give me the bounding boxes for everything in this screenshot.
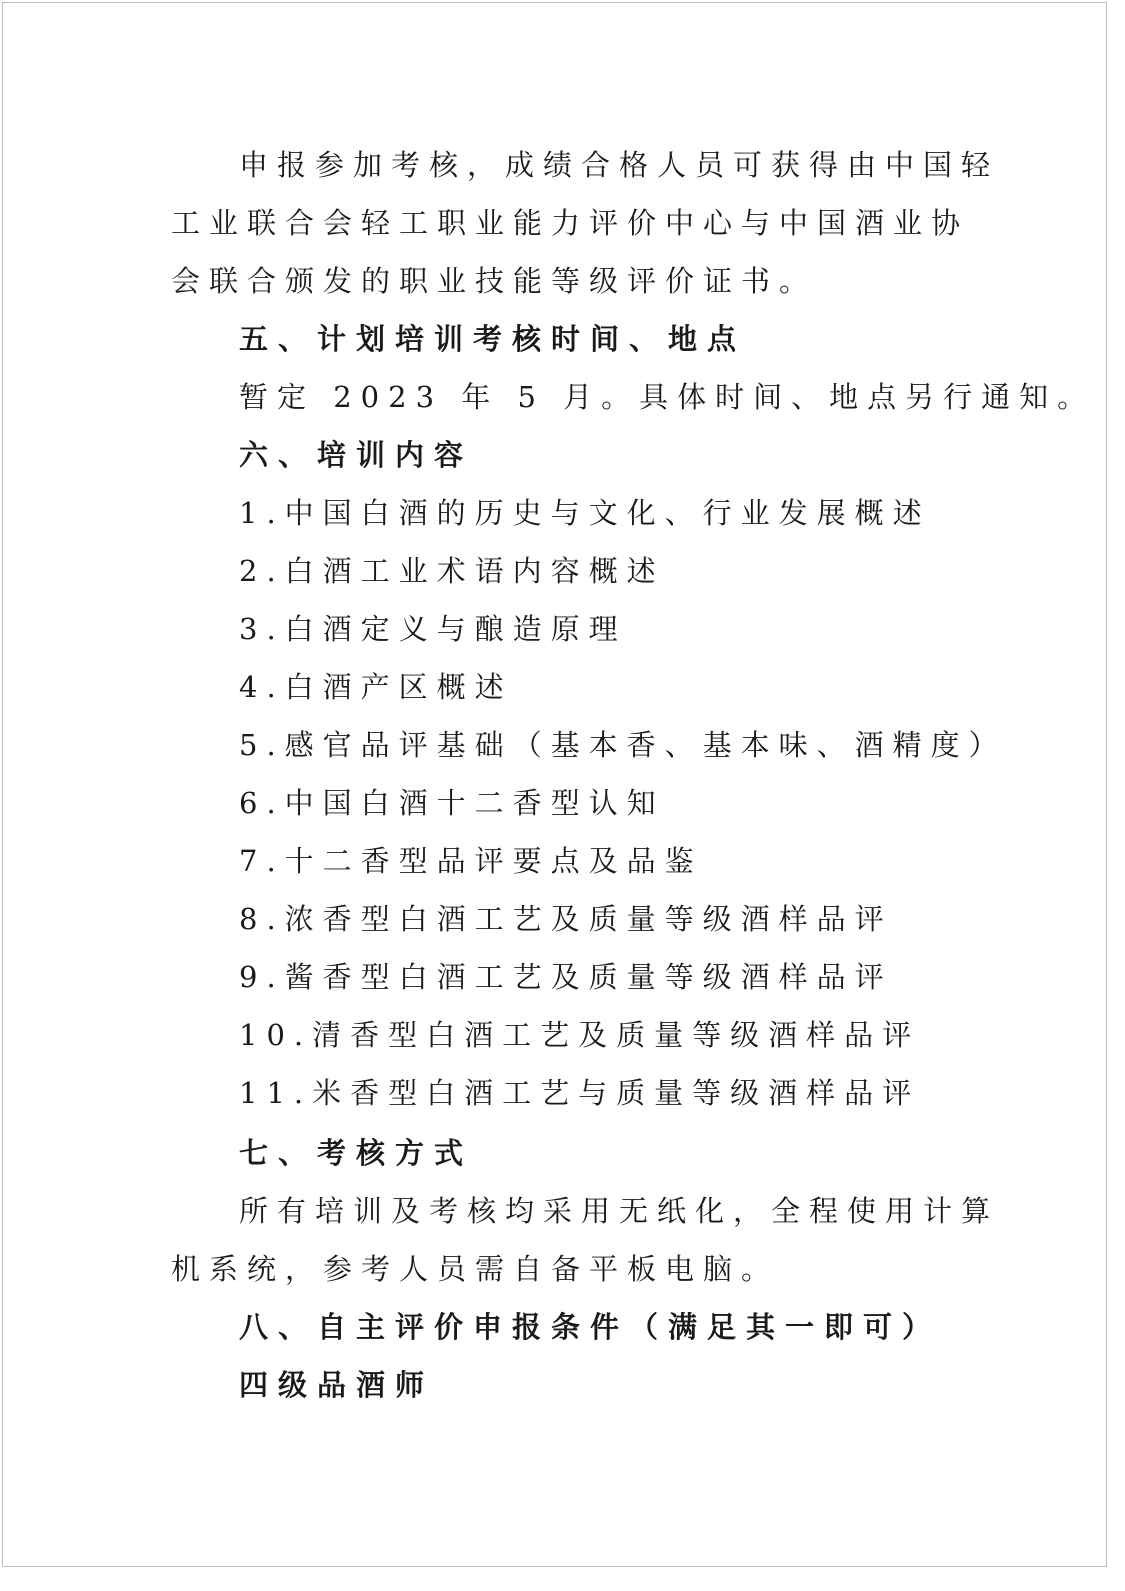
- paragraph-line: 工业联合会轻工职业能力评价中心与中国酒业协: [171, 206, 970, 240]
- document-page: [2, 2, 1107, 1567]
- list-item: 6.中国白酒十二香型认知: [239, 786, 665, 820]
- list-item: 9.酱香型白酒工艺及质量等级酒样品评: [239, 960, 893, 994]
- list-item: 2.白酒工业术语内容概述: [239, 554, 665, 588]
- paragraph-line: 会联合颁发的职业技能等级评价证书。: [171, 264, 818, 298]
- list-item: 7.十二香型品评要点及品鉴: [239, 844, 703, 878]
- document-body: [3, 3, 1106, 1566]
- paragraph-line: 机系统，参考人员需自备平板电脑。: [171, 1252, 780, 1286]
- paragraph-line: 所有培训及考核均采用无纸化，全程使用计算: [239, 1194, 1000, 1228]
- list-item: 10.清香型白酒工艺及质量等级酒样品评: [239, 1018, 921, 1052]
- list-item: 8.浓香型白酒工艺及质量等级酒样品评: [239, 902, 893, 936]
- list-item: 11.米香型白酒工艺与质量等级酒样品评: [239, 1076, 921, 1110]
- paragraph-line: 申报参加考核，成绩合格人员可获得由中国轻: [239, 148, 1000, 182]
- section-heading: 五、计划培训考核时间、地点: [239, 322, 747, 356]
- paragraph-line: 暂定 2023 年 5 月。具体时间、地点另行通知。: [239, 380, 1096, 414]
- list-item: 1.中国白酒的历史与文化、行业发展概述: [239, 496, 931, 530]
- list-item: 3.白酒定义与酿造原理: [239, 612, 627, 646]
- section-heading: 八、自主评价申报条件（满足其一即可）: [239, 1310, 942, 1344]
- section-heading: 六、培训内容: [239, 438, 474, 472]
- list-item: 4.白酒产区概述: [239, 670, 513, 704]
- section-heading: 七、考核方式: [239, 1136, 474, 1170]
- list-item: 5.感官品评基础（基本香、基本味、酒精度）: [239, 728, 1007, 762]
- sub-heading: 四级品酒师: [239, 1368, 435, 1402]
